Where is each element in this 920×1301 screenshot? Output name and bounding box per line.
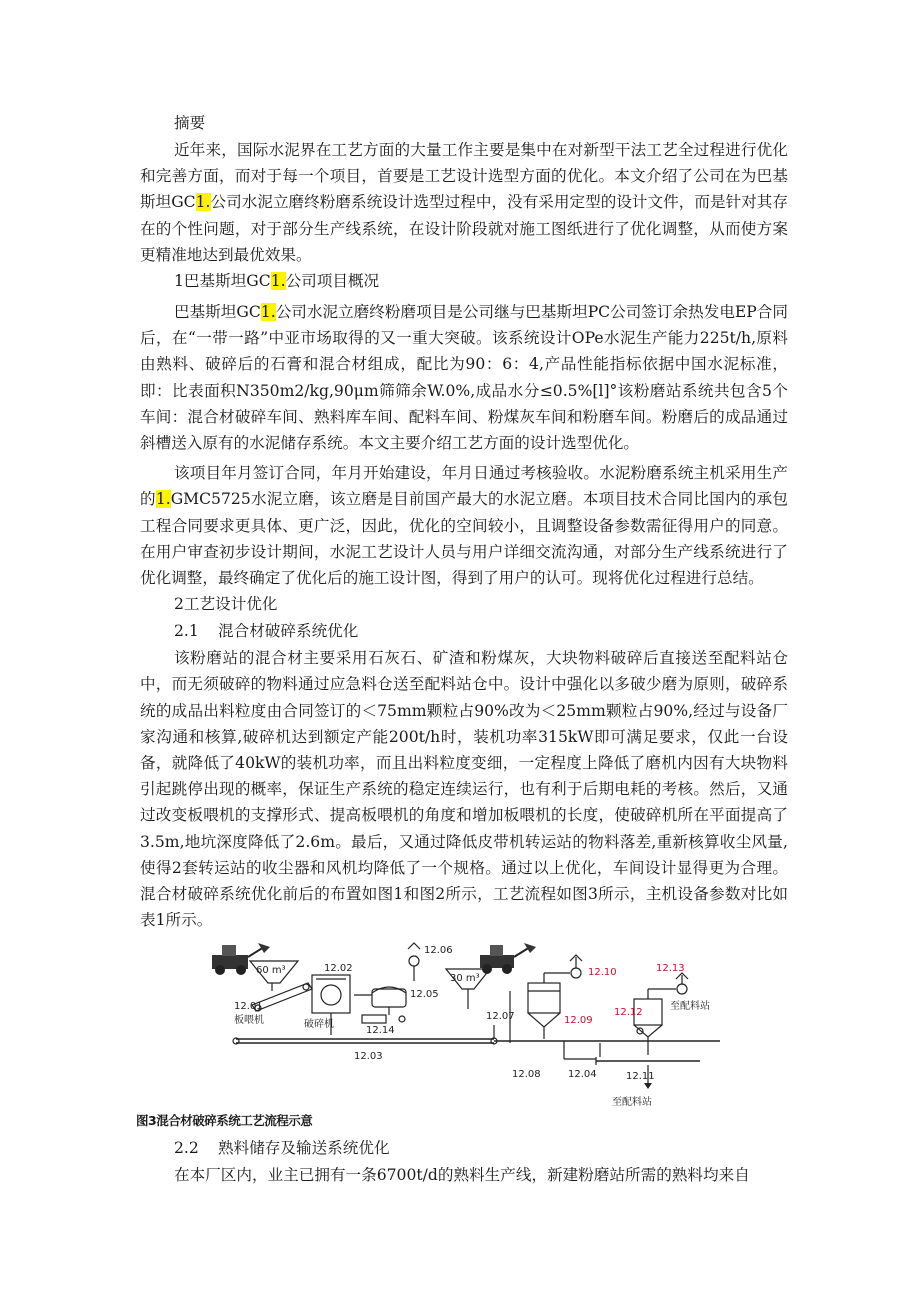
section21-heading <box>174 618 788 645</box>
section22-title: 熟料储存及输送系统优化 <box>218 1139 390 1158</box>
section1-p1-text-b: 公司水泥立磨终粉磨项目是公司继与巴基斯坦PC公司签订余热发电EP合同后，在“一带一路”中亚市场取得的又一重大突破。该系统设计OPe水泥生产能力225t/h,原料由熟料、破碎后的石膏和混合材组成，配比为90：6：4,产品性能指标依据中国水泥标准，即：比表面积N350m2/kg,90μm筛筛余W.0%,成品水分≤0.5%[l]°该粉磨站系统共包含5个车间：混合材破碎车间、熟料库车间、配料车间、粉煤灰车间和粉磨车间。粉磨后的成品通过斜槽送入原有的水泥储存系统。本文主要介绍工艺方面的设计选型优化。 <box>140 303 788 453</box>
crusher-label: 破碎机 <box>304 1019 334 1031</box>
abstract-text-a: 近年来，国际水泥界在工艺方面的大量工作主要是集中在对新型干法工艺全过程进行优化和完善方面，而对于每一个项目，首要是工艺设计选型方面的优化。本文介绍了公司在为巴基斯坦GC <box>140 141 788 212</box>
section1-p1-text-a: 巴基斯坦GC <box>174 303 261 322</box>
label-1207: 12.07 <box>486 1011 515 1023</box>
bin2-label: 30 m³ <box>450 973 480 985</box>
section1-paragraph-1 <box>140 299 788 456</box>
label-1208: 12.08 <box>512 1069 541 1081</box>
label-1205: 12.05 <box>410 989 439 1001</box>
section21-title: 混合材破碎系统优化 <box>218 622 359 641</box>
abstract-highlight: 1. <box>195 193 211 212</box>
section1-heading-highlight: 1. <box>270 272 286 291</box>
feeder-label: 板喂机 <box>234 1015 264 1027</box>
section1-p1-highlight: 1. <box>260 303 276 322</box>
abstract-text-b: 公司水泥立磨终粉磨系统设计选型过程中，没有采用定型的设计文件，而是针对其存在的个性问题，对于部分生产线系统，在设计阶段就对施工图纸进行了优化调整，从而使方案更精准地达到最优效果。 <box>140 193 788 264</box>
label-1213: 12.13 <box>656 963 685 975</box>
belt-conveyor-1203 <box>233 1038 497 1044</box>
label-1212: 12.12 <box>614 1007 643 1019</box>
section1-p2-highlight: 1. <box>155 490 171 509</box>
section1-paragraph-2 <box>140 460 788 591</box>
section1-heading-b: 公司项目概况 <box>285 272 380 291</box>
label-1203: 12.03 <box>354 1051 383 1063</box>
label-1214: 12.14 <box>366 1025 395 1037</box>
to-station-bottom-label: 至配料站 <box>612 1097 652 1109</box>
fan-1213 <box>648 973 688 999</box>
process-flow-figure <box>140 939 788 1109</box>
bin1-label: 60 m³ <box>256 965 286 977</box>
section22-paragraph: 在本厂区内，业主已拥有一条6700t/d的熟料生产线，新建粉磨站所需的熟料均来自 <box>174 1166 750 1185</box>
section2-heading: 2工艺设计优化 <box>174 595 278 614</box>
label-1210: 12.10 <box>588 967 617 979</box>
label-1209: 12.09 <box>564 1015 593 1027</box>
crusher-icon <box>312 975 350 1013</box>
document-page <box>136 110 788 1189</box>
section22-number: 2.2 <box>174 1139 199 1158</box>
label-1202: 12.02 <box>324 963 353 975</box>
section22-heading <box>174 1135 788 1162</box>
figure-caption: 图3混合材破碎系统工艺流程示意 <box>136 1113 313 1129</box>
section1-heading <box>174 268 788 295</box>
label-1204: 12.04 <box>568 1069 597 1081</box>
label-1206: 12.06 <box>424 945 453 957</box>
process-flow-diagram <box>140 939 788 1109</box>
abstract-paragraph <box>140 137 788 268</box>
fan-1206 <box>408 943 420 981</box>
dust-collector-1209 <box>528 983 560 1039</box>
label-1201: 12.01 <box>234 1001 263 1013</box>
section1-heading-a: 1巴基斯坦GC <box>174 272 271 291</box>
section21-number: 2.1 <box>174 622 199 641</box>
section1-p2-text-b: GMC5725水泥立磨，该立磨是目前国产最大的水泥立磨。本项目技术合同比国内的承包工程合同要求更具体、更广泛，因此，优化的空间较小，且调整设备参数需征得用户的同意。在用户审查初步设计期间，水泥工艺设计人员与用户详细交流沟通，对部分生产线系统进行了优化调整，最终确定了优化后的施工设计图，得到了用户的认可。现将优化过程进行总结。 <box>140 490 788 588</box>
fan-1210 <box>544 955 582 983</box>
abstract-heading: 摘要 <box>174 114 206 132</box>
to-station-right-label: 至配料站 <box>670 1001 710 1013</box>
belt-conveyor-1208 <box>494 1039 720 1043</box>
label-1211: 12.11 <box>626 1071 655 1083</box>
bag-filter-1205 <box>372 987 406 1022</box>
section21-paragraph: 该粉磨站的混合材主要采用石灰石、矿渣和粉煤灰，大块物料破碎后直接送至配料站仓中，而无须破碎的物料通过应急料仓送至配料站仓中。设计中强化以多破少磨为原则，破碎系统的成品出料粒度由合同签订的＜75mm颗粒占90%改为＜25mm颗粒占90%,经过与设备厂家沟通和核算,破碎机达到额定产能200t/h时，装机功率315kW即可满足要求，仅此一台设备，就降低了40kW的装机功率，而且出料粒度变细，一定程度上降低了磨机内因有大块物料引起跳停出现的概率，保证生产系统的稳定连续运行，也有利于后期电耗的考核。然后，又通过改变板喂机的支撑形式、提高板喂机的角度和增加板喂机的长度，使破碎机所在平面提高了3.5m,地坑深度降低了2.6m。最后，又通过降低皮带机转运站的物料落差,重新核算收尘风量,使得2套转运站的收尘器和风机均降低了一个规格。通过以上优化，车间设计显得更为合理。混合材破碎系统优化前后的布置如图1和图2所示，工艺流程如图3所示，主机设备参数对比如表1所示。 <box>140 649 788 930</box>
section1-p2-text-a: 该项目年月签订合同，年月开始建设，年月日通过考核验收。水泥粉磨系统主机采用生产的 <box>140 464 788 509</box>
